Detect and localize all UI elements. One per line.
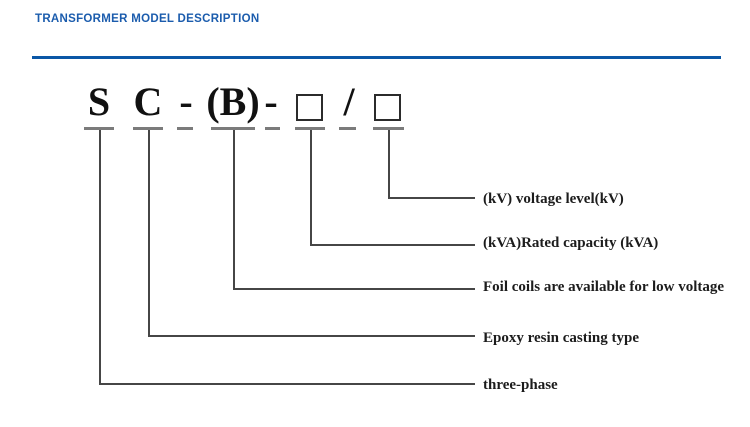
model-letter-b: (B) [206,79,260,124]
model-hyphen-2: - [264,79,278,124]
model-letter-s: S [87,79,111,124]
label-three-phase: three-phase [483,377,558,393]
label-epoxy-resin: Epoxy resin casting type [483,330,639,346]
label-foil-coils: Foil coils are available for low voltage [483,279,725,295]
model-slash: / [343,79,355,124]
header-divider [32,56,721,59]
model-hyphen-1: - [179,79,193,124]
label-voltage-level: (kV) voltage level(kV) [483,191,624,207]
model-letter-c: C [133,79,163,124]
label-rated-capacity: (kVA)Rated capacity (kVA) [483,235,659,251]
voltage-placeholder-box-icon [374,94,401,121]
capacity-placeholder-box-icon [296,94,323,121]
page-title: TRANSFORMER MODEL DESCRIPTION [35,13,260,25]
connector-voltage-level [388,130,475,199]
